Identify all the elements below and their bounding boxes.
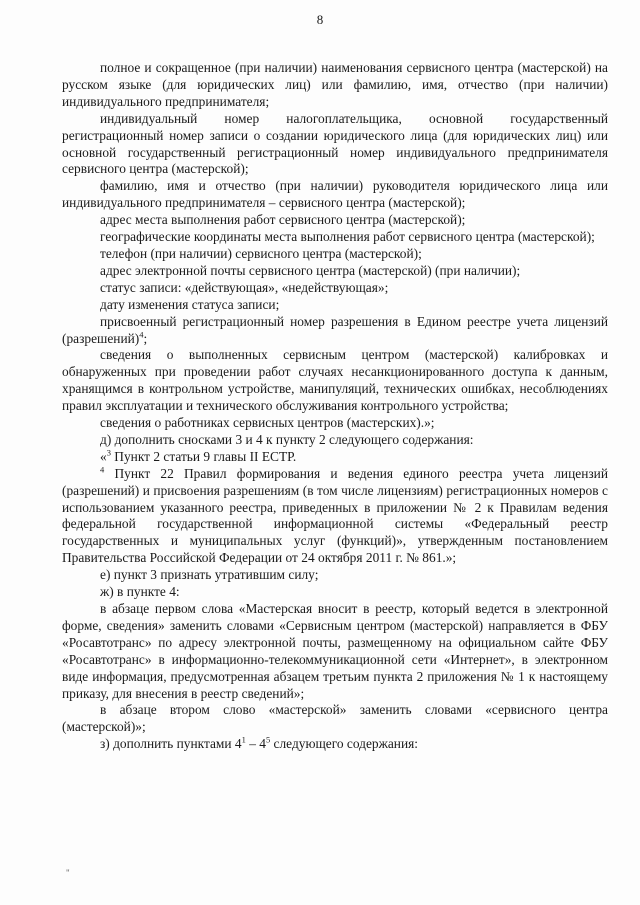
paragraph-item-d: д) дополнить сносками 3 и 4 к пункту 2 следующего содержания:: [100, 431, 474, 447]
paragraph-phone: телефон (при наличии) сервисного центра (мастерской);: [100, 245, 422, 261]
paragraph-permit-number: присвоенный регистрационный номер разрешения в Едином реестре учета лицензий (разрешений)$^4$;: [62, 313, 608, 346]
paragraph-item-z: з) дополнить пунктами $4^1 - 4^5$ следующего содержания:: [100, 734, 419, 752]
paragraph-first-abzats: в абзаце первом слова «Мастерская вносит в реестр, который ведется в электронной форме, сведения» заменить словами «Сервисным центром (мастерской) направляется в ФБУ «Росавтотранс» по адресу электронной почты, размещенному на официальном сайте ФБУ «Росавтотранс» в информационно-телекоммуникационной сети «Интернет», в электронном виде информация, предусмотренная абзацем третьим пункта 2 приложения № 1 к настоящему приказу, для внесения в реестр сведений»;: [62, 601, 608, 701]
footnote-ref-4: 4: [139, 329, 144, 340]
paragraph-service-center-name: полное и сокращенное (при наличии) наименования сервисного центра (мастерской) на русском языке (для юридических лиц) или фамилию, имя, отчество (при наличии) индивидуального предпринимателя;: [62, 60, 608, 109]
page-number: 8: [316, 12, 324, 27]
paragraph-item-zh: ж) в пункте 4:: [100, 584, 180, 600]
paragraph-email: адрес электронной почты сервисного центра (мастерской) (при наличии);: [100, 262, 521, 278]
stray-mark: ": [66, 868, 70, 878]
paragraph-geo-coordinates: географические координаты места выполнения работ сервисного центра (мастерской);: [100, 229, 595, 245]
footnote-mark-3: 3: [106, 447, 111, 458]
paragraph-second-abzats: в абзаце втором слово «мастерской» заменить словами «сервисного центра (мастерской)»;: [62, 702, 608, 735]
paragraph-tax-number: индивидуальный номер налогоплательщика, основной государственный регистрационный номер записи о создании юридического лица (для юридических лиц) или основной государственный регистрационный номер индивидуального предпринимателя сервисного центра (мастерской);: [62, 110, 608, 177]
footnote-3: «$^3$ Пункт 2 статьи 9 главы II ЕСТР.: [100, 447, 297, 464]
paragraph-work-address: адрес места выполнения работ сервисного центра (мастерской);: [100, 212, 466, 228]
paragraph-head-name: фамилию, имя и отчество (при наличии) руководителя юридического лица или индивидуального предпринимателя – сервисного центра (мастерской);: [62, 178, 608, 211]
paragraph-calibrations: сведения о выполненных сервисным центром (мастерской) калибровках и обнаруженных при проведении работ случаях несанкционированного доступа к данным, хранящимся в контрольном устройстве, манипуляций, технических ошибках, несоблюдениях правил эксплуатации и технического обслуживания контрольного устройства;: [62, 347, 608, 414]
paragraph-item-e: е) пункт 3 признать утратившим силу;: [100, 567, 319, 583]
paragraph-employees: сведения о работниках сервисных центров (мастерских).»;: [100, 415, 435, 431]
paragraph-status-date: дату изменения статуса записи;: [100, 296, 280, 312]
paragraph-record-status: статус записи: «действующая», «недействующая»;: [100, 279, 389, 295]
footnote-mark-4: 4: [100, 464, 105, 475]
footnote-4: $^4$ Пункт 22 Правил формирования и ведения единого реестра учета лицензий (разрешений) и присвоения разрешениям (в том числе лицензиям) регистрационных номеров с использованием указанного реестра, приведенных в приложении № 2 к Правилам ведения федеральной государственной информационной системы «Федеральный реестр государственных и муниципальных услуг (функций)», утвержденным постановлением Правительства Российской Федерации от 24 октября 2011 г. № 861.»;: [62, 464, 608, 566]
document-body: [62, 60, 608, 753]
